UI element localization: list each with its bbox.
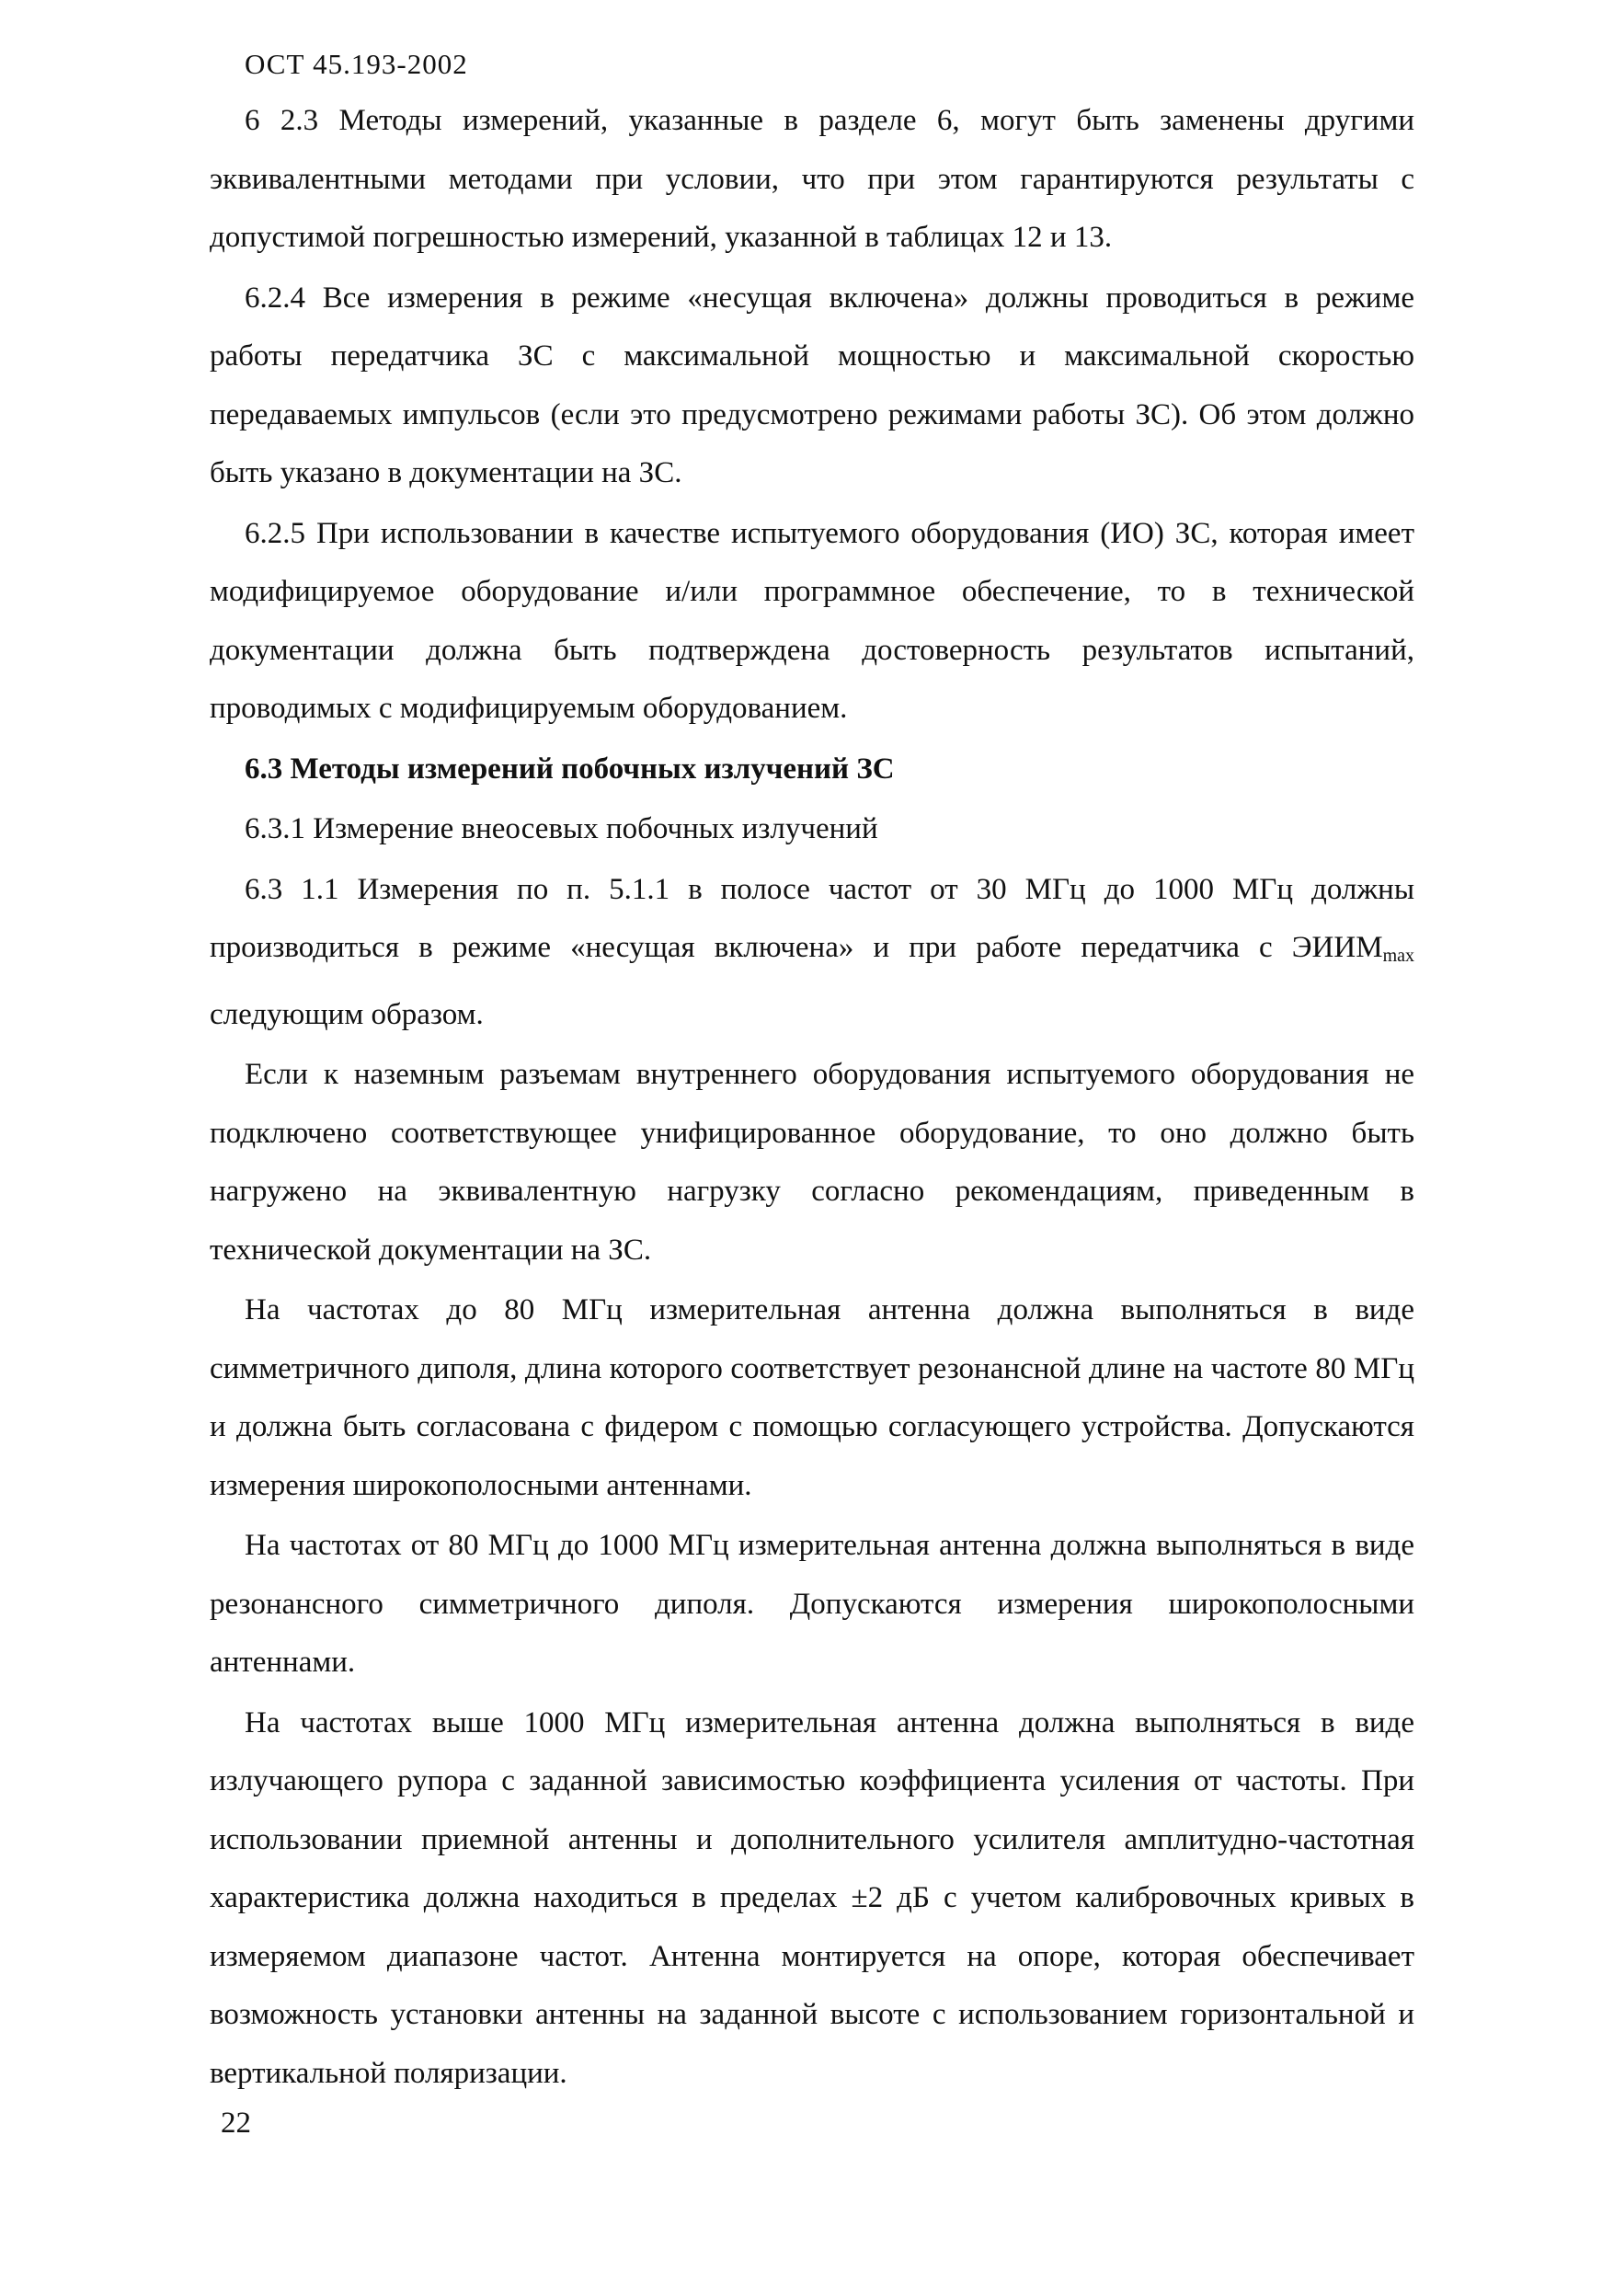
paragraph-antenna-below-80mhz: На частотах до 80 МГц измерительная антенна должна выполняться в виде симметричного диполя, длина которого соответствует резонансной длине на частоте 80 МГц и должна быть согласована с фидером с помощью согласующего устройства. Допускаются измерения широкополосными антеннами. <box>210 1293 1414 1502</box>
document-header: ОСТ 45.193-2002 <box>245 48 468 80</box>
paragraph-6-2-4: 6.2.4 Все измерения в режиме «несущая включена» должны проводиться в режиме работы передатчика ЗС с максимальной мощностью и максимальной скоростью передаваемых импульсов (если это предусмотрено режимами работы ЗС). Об этом должно быть указано в документации на ЗС. <box>210 281 1414 489</box>
section-heading-6-3: 6.3 Методы измерений побочных излучений ЗС <box>245 752 895 786</box>
paragraph-antenna-above-1000mhz: На частотах выше 1000 МГц измерительная антенна должна выполняться в виде излучающего рупора с заданной зависимостью коэффициента усиления от частоты. При использовании приемной антенны и дополнительного усилителя амплитудно-частотная характеристика должна находиться в пределах ±2 дБ с учетом калибровочных кривых в измеряемом диапазоне частот. Антенна монтируется на опоре, которая обеспечивает возможность установки антенны на заданной высоте с использованием горизонтальной и вертикальной поляризации. <box>210 1705 1414 2090</box>
paragraph-6-2-3: 6 2.3 Методы измерений, указанные в разделе 6, могут быть заменены другими эквивалентными методами при условии, что при этом гарантируются результаты с допустимой погрешностью измерений, указанной в таблицах 12 и 13. <box>210 104 1414 254</box>
eirp-max-subscript: max <box>1382 946 1414 966</box>
page-number: 22 <box>221 2107 251 2140</box>
paragraph-6-3-1-1-text: 6.3 1.1 Измерения по п. 5.1.1 в полосе частот от 30 МГц до 1000 МГц должны производиться в режиме «несущая включена» и при работе передатчика с ЭИИМ <box>210 872 1414 964</box>
document-body <box>210 92 1414 2105</box>
paragraph-6-2-5: 6.2.5 При использовании в качестве испытуемого оборудования (ИО) ЗС, которая имеет модифицируемое оборудование и/или программное обеспечение, то в технической документации должна быть подтверждена достоверность результатов испытаний, проводимых с модифицируемым оборудованием. <box>210 516 1414 725</box>
paragraph-6-3-1-1-tail: следующим образом. <box>210 997 484 1031</box>
paragraph-antenna-80-1000mhz: На частотах от 80 МГц до 1000 МГц измерительная антенна должна выполняться в виде резонансного симметричного диполя. Допускаются измерения широкополосными антеннами. <box>210 1529 1414 1679</box>
paragraph-equipment-connection: Если к наземным разъемам внутреннего оборудования испытуемого оборудования не подключено соответствующее унифицированное оборудование, то оно должно быть нагружено на эквивалентную нагрузку согласно рекомендациям, приведенным в технической документации на ЗС. <box>210 1058 1414 1267</box>
subsection-heading-6-3-1: 6.3.1 Измерение внеосевых побочных излучений <box>245 812 878 845</box>
paragraph-6-3-1-1 <box>210 861 1414 1045</box>
